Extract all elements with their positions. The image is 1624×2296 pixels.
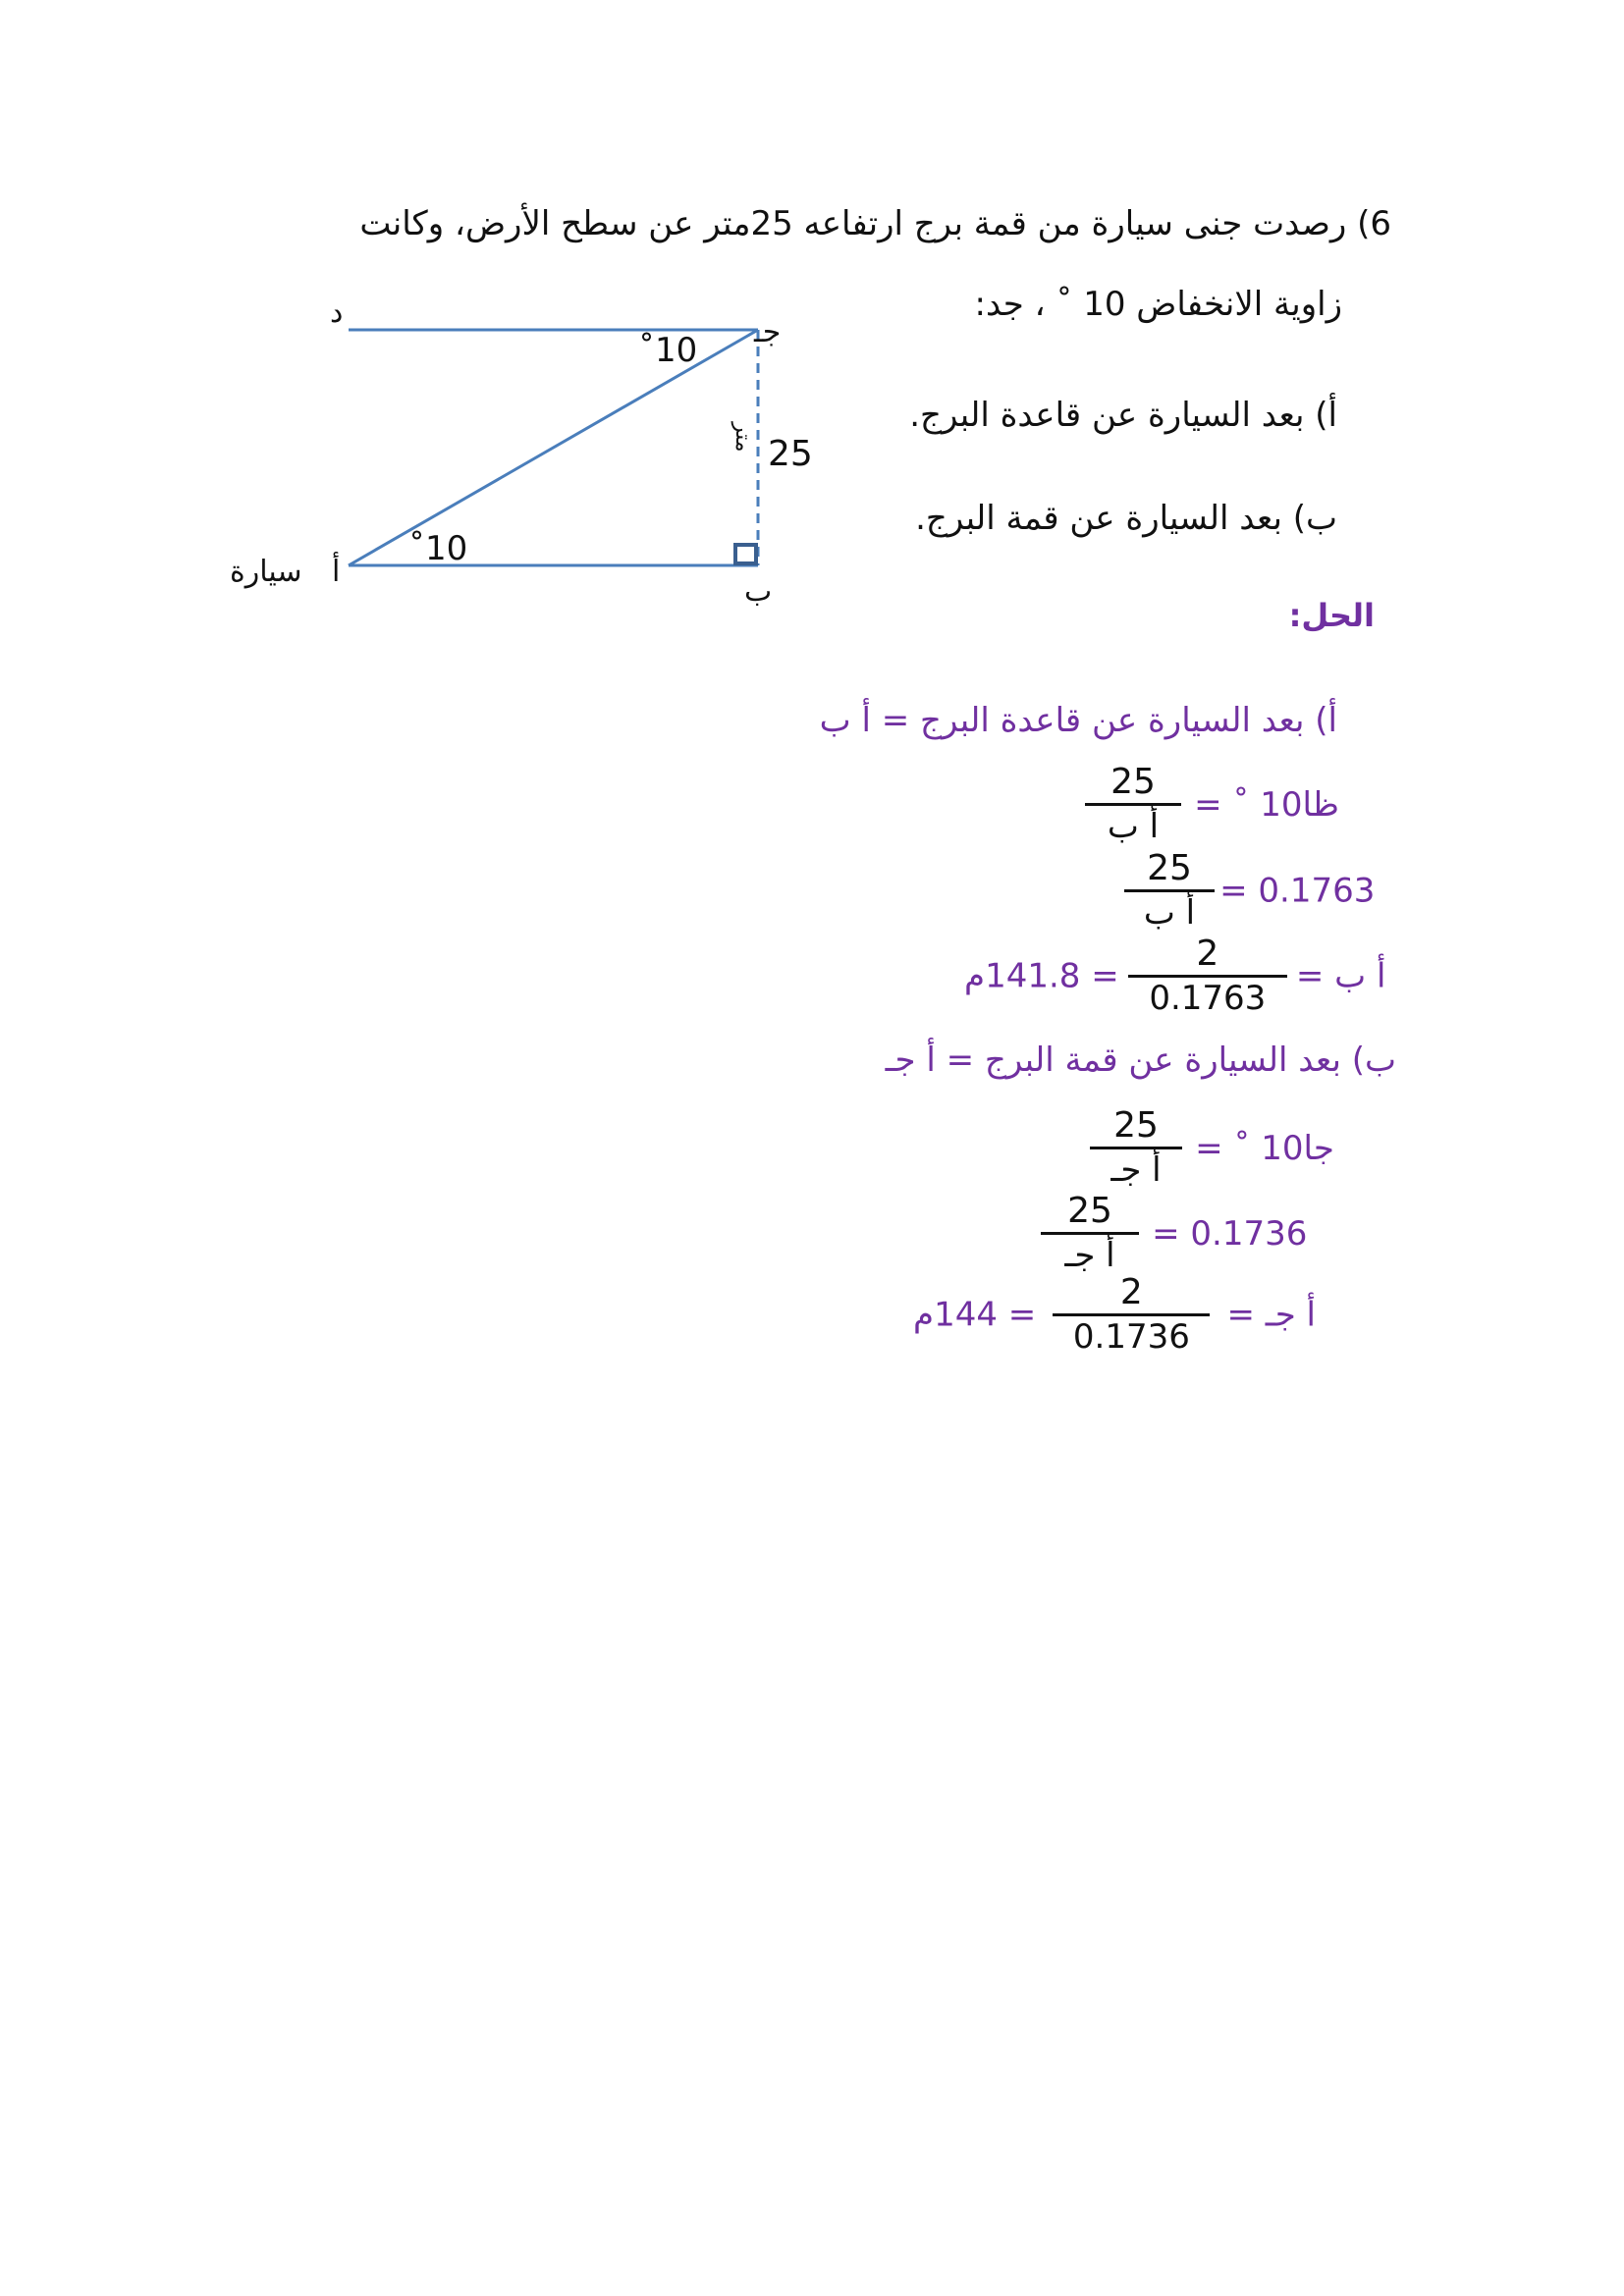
denominator: أ جـ xyxy=(1064,1236,1115,1275)
numerator: 25 xyxy=(1113,1105,1159,1146)
eq1-left-side: جا10 ˚ = xyxy=(1195,1128,1334,1168)
fraction-25-over-ab xyxy=(1085,764,1181,845)
angle-label-bottom: ˚10 xyxy=(408,529,468,568)
question-line-1: 6) رصدت جنى سيارة من قمة برج ارتفاعه 25متر عن سطح الأرض، وكانت xyxy=(359,204,1391,243)
height-unit-label: متر xyxy=(731,422,755,453)
numerator: 2 xyxy=(1196,934,1219,974)
denominator: أ ب xyxy=(1107,807,1160,846)
fraction-25-over-aj xyxy=(1041,1193,1139,1274)
solution-title: الحل: xyxy=(1288,597,1375,634)
eq3-result: = 144م xyxy=(913,1295,1037,1335)
label-b: ب xyxy=(744,574,773,609)
fraction-2-over-01763 xyxy=(1128,935,1287,1017)
label-d: د xyxy=(330,295,344,330)
right-angle-marker xyxy=(735,545,756,563)
question-line-2: زاوية الانخفاض 10 ˚ ، جد: xyxy=(974,285,1342,324)
eq1-left-side: ظا10 ˚ = xyxy=(1194,784,1339,825)
denominator: 0.1763 xyxy=(1149,979,1267,1018)
numerator: 25 xyxy=(1147,848,1192,888)
part-b-eq2 xyxy=(1041,1193,1307,1274)
triangle-diagram xyxy=(216,294,844,618)
fraction-2-over-01736 xyxy=(1053,1274,1210,1356)
fraction-25-over-aj xyxy=(1090,1107,1182,1189)
denominator: أ ب xyxy=(1143,893,1196,933)
question-part-a: أ) بعد السيارة عن قاعدة البرج. xyxy=(909,396,1337,435)
denominator: أ جـ xyxy=(1110,1150,1162,1190)
label-car: سيارة xyxy=(230,555,302,589)
height-label: 25 xyxy=(768,434,813,474)
solution-part-a-heading: أ) بعد السيارة عن قاعدة البرج = أ ب xyxy=(819,701,1337,740)
numerator: 2 xyxy=(1119,1272,1143,1312)
numerator: 25 xyxy=(1110,762,1156,802)
eq2-right-side: = 0.1763 xyxy=(1219,871,1376,911)
part-b-eq1 xyxy=(1090,1107,1334,1189)
eq3-result: = 141.8م xyxy=(964,956,1119,996)
label-j: جـ xyxy=(754,315,782,349)
fraction-25-over-ab xyxy=(1124,850,1215,932)
part-a-eq3 xyxy=(964,935,1385,1017)
eq3-left-side: أ ب = xyxy=(1295,956,1386,996)
denominator: 0.1736 xyxy=(1072,1317,1190,1357)
label-a: أ xyxy=(332,555,341,589)
numerator: 25 xyxy=(1067,1191,1112,1231)
part-a-eq1 xyxy=(1085,764,1339,845)
part-a-eq2 xyxy=(1124,850,1375,932)
solution-part-b-heading: ب) بعد السيارة عن قمة البرج = أ جـ xyxy=(885,1041,1396,1080)
eq2-right-side: = 0.1736 xyxy=(1152,1213,1308,1254)
eq3-left-side: أ جـ = xyxy=(1226,1295,1316,1335)
angle-label-top: ˚10 xyxy=(638,331,698,370)
question-part-b: ب) بعد السيارة عن قمة البرج. xyxy=(915,499,1337,538)
part-b-eq3 xyxy=(913,1274,1316,1356)
